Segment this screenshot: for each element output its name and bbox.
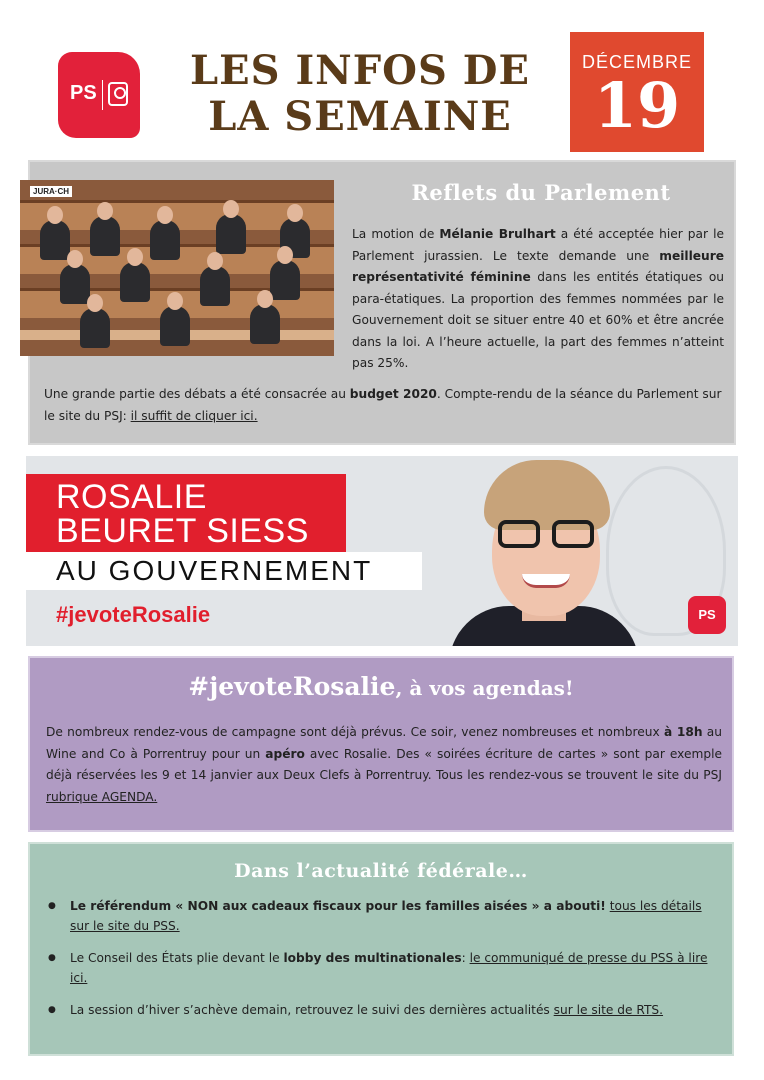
- date-day: 19: [593, 69, 681, 142]
- ps-logo: [58, 52, 140, 138]
- campaign-banner: [26, 456, 738, 646]
- photo-person: [90, 216, 120, 256]
- logo-divider: [102, 80, 103, 110]
- agenda-paragraph: [46, 722, 722, 808]
- photo-person: [250, 304, 280, 344]
- portrait-glasses: [498, 520, 594, 548]
- text: avec Rosalie. Des « soirées écriture de cartes » sont par exemple déjà réservées les 9 et 14 janvier aux Deux Clefs à Porrentruy. Tous les rendez-vous se trouvent le site du PSJ: [46, 746, 722, 782]
- date-month: DÉCEMBRE: [581, 52, 692, 72]
- candidate-last-name: BEURET SIESS: [56, 512, 309, 550]
- portrait-smile: [522, 574, 570, 588]
- bold-text: budget 2020: [349, 387, 437, 401]
- text: Une grande partie des débats a été consacrée au: [44, 387, 350, 401]
- candidate-first-name: ROSALIE: [56, 478, 207, 516]
- text: dans les entités étatiques ou para-étatiques. La proportion des femmes nommées par le Gouvernement doit se situer entre 40 et 60% et être ancrée dans la loi. A l’heure actuelle, la part des femmes n’atteint pas 25%.: [352, 270, 724, 370]
- page-title: [160, 48, 560, 140]
- federal-news-list: [44, 896, 724, 1032]
- title-line-2: LA SEMAINE: [208, 93, 512, 140]
- parlement-section: [28, 160, 736, 445]
- federal-section: [28, 842, 734, 1056]
- agenda-title: [30, 672, 732, 701]
- bold-text: Le référendum « NON aux cadeaux fiscaux pour les familles aisées » a abouti!: [70, 899, 606, 913]
- photo-person: [40, 220, 70, 260]
- pss-details-link[interactable]: tous les détails sur le site du PSS.: [70, 899, 702, 933]
- list-item: [44, 896, 724, 936]
- psj-session-link[interactable]: il suffit de cliquer ici.: [130, 408, 258, 423]
- bold-text: lobby des multinationales: [283, 951, 462, 965]
- federal-title: Dans l’actualité fédérale…: [234, 860, 528, 882]
- bold-text: à 18h: [663, 725, 703, 739]
- photo-person: [80, 308, 110, 348]
- text: au Wine and Co à Porrentruy pour un: [46, 725, 722, 761]
- glasses-lens: [552, 520, 594, 548]
- bold-text: Mélanie Brulhart: [439, 227, 556, 241]
- text: La motion de: [352, 227, 440, 241]
- photo-person: [270, 260, 300, 300]
- text: :: [461, 951, 470, 965]
- date-badge: [570, 32, 704, 152]
- photo-tag: JURA·CH: [30, 186, 72, 197]
- photo-person: [60, 264, 90, 304]
- photo-person: [200, 266, 230, 306]
- text: Le Conseil des États plie devant le: [70, 951, 284, 965]
- photo-person: [120, 262, 150, 302]
- text: La session d’hiver s’achève demain, retrouvez le suivi des dernières actualités: [70, 1003, 554, 1017]
- list-item: [44, 1000, 724, 1020]
- agenda-title-hashtag: #jevoteRosalie: [188, 672, 396, 701]
- photo-person: [160, 306, 190, 346]
- agenda-section: [28, 656, 734, 832]
- rose-icon: [108, 82, 128, 106]
- glasses-lens: [498, 520, 540, 548]
- ps-badge-logo: PS: [688, 596, 726, 634]
- bold-text: meilleure représentativité féminine: [352, 248, 724, 284]
- candidate-portrait: [444, 456, 644, 646]
- parliament-photo: [20, 180, 334, 356]
- text: . Compte-rendu de la séance du Parlement sur le site du PSJ:: [44, 387, 722, 423]
- photo-person: [150, 220, 180, 260]
- parlement-title: Reflets du Parlement: [411, 180, 671, 205]
- bold-text: apéro: [265, 746, 305, 761]
- title-line-1: LES INFOS DE: [190, 47, 530, 94]
- banner-hashtag: #jevoteRosalie: [56, 602, 211, 627]
- parlement-paragraph-1: [352, 224, 724, 375]
- agenda-title-rest: , à vos agendas!: [395, 676, 574, 700]
- candidate-role: AU GOUVERNEMENT: [56, 555, 373, 586]
- parlement-paragraph-2: [44, 384, 724, 427]
- photo-person: [216, 214, 246, 254]
- list-item: [44, 948, 724, 988]
- text: De nombreux rendez-vous de campagne sont déjà prévus. Ce soir, venez nombreuses et nombreux: [46, 725, 664, 739]
- text: a été acceptée hier par le Parlement jurassien. Le texte demande une: [352, 227, 724, 263]
- rts-link[interactable]: sur le site de RTS.: [553, 1003, 664, 1017]
- agenda-link[interactable]: rubrique AGENDA.: [46, 789, 158, 804]
- pss-press-release-link[interactable]: le communiqué de presse du PSS à lire ici.: [70, 951, 708, 985]
- logo-text: PS: [70, 82, 97, 104]
